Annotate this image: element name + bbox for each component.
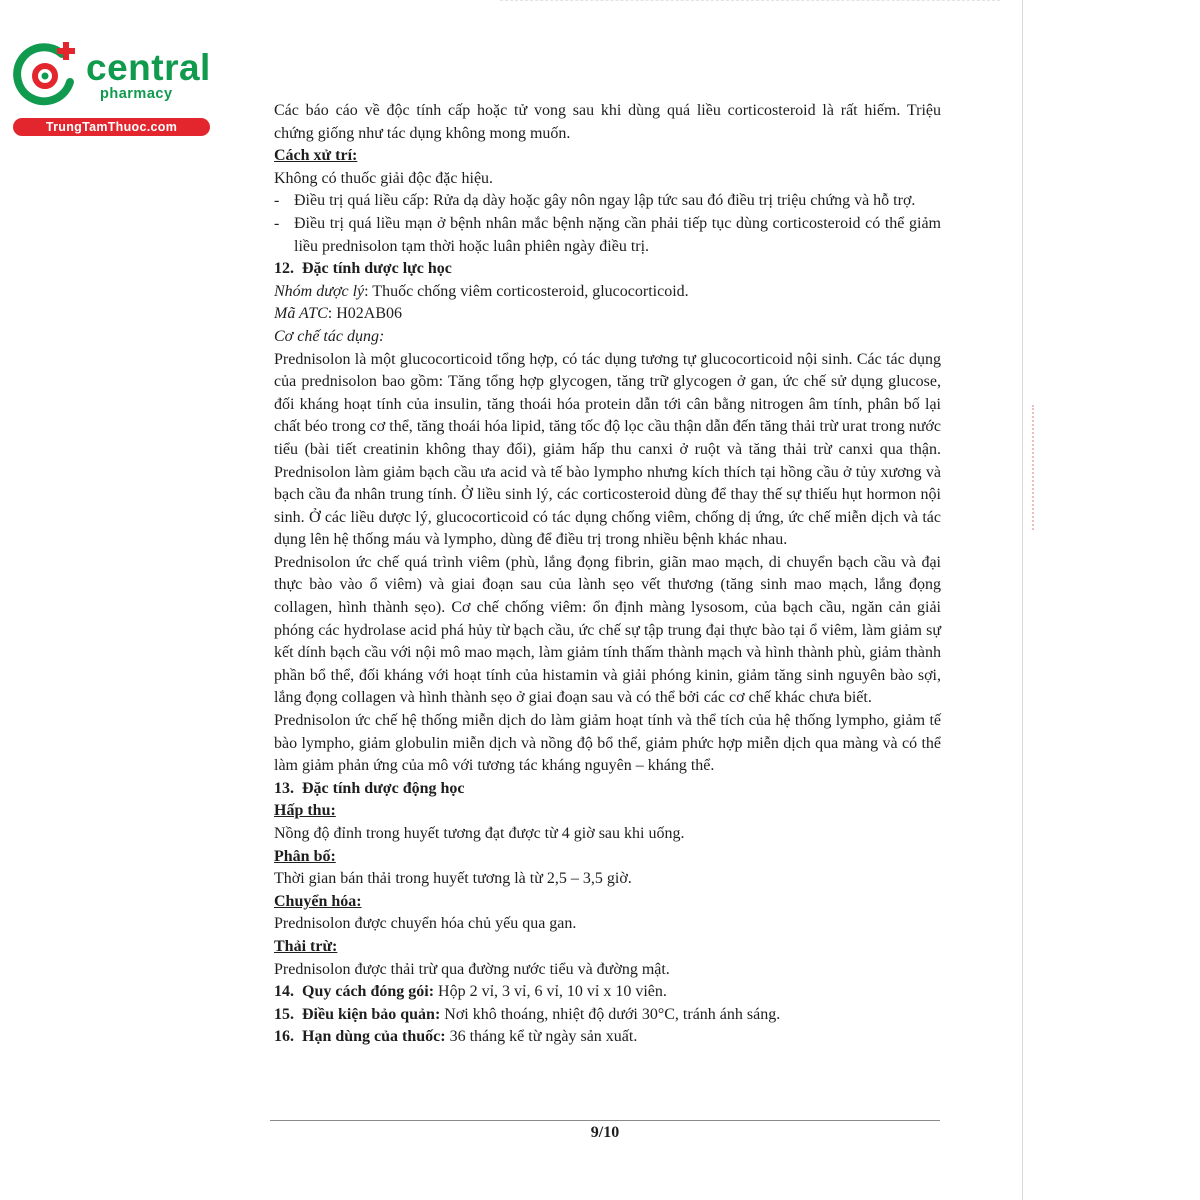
pharmacy-cross-icon — [10, 40, 80, 110]
metabolism-text: Prednisolon được chuyển hóa chủ yếu qua gan. — [274, 915, 577, 933]
absorption-text: Nồng độ đỉnh trong huyết tương đạt được từ 4 giờ sau khi uống. — [274, 825, 685, 842]
management-heading: Cách xử trí: — [274, 147, 358, 165]
elimination-text: Prednisolon được thải trừ qua đường nước tiểu và đường mật. — [274, 960, 670, 978]
website-badge[interactable]: TrungTamThuoc.com — [13, 118, 210, 136]
page-edge-line — [1022, 0, 1023, 1200]
footer-rule — [270, 1120, 940, 1121]
page-number: 9/10 — [590, 1124, 620, 1141]
document-body — [274, 100, 941, 1049]
brand-subtitle: pharmacy — [100, 86, 173, 102]
scan-top-marks — [500, 0, 1000, 3]
absorption-heading: Hấp thu: — [274, 802, 336, 820]
central-pharmacy-logo[interactable] — [10, 38, 215, 138]
partial-stamp-mark — [1018, 405, 1034, 530]
pharmacological-group: Nhóm dược lý: Thuốc chống viêm corticosteroid, glucocorticoid. — [274, 282, 689, 300]
mechanism-paragraph-1: Prednisolon là một glucocorticoid tổng hợp, có tác dụng tương tự glucocorticoid nội sinh. Các tác dụng của prednisolon bao gồm: Tăng tổng hợp glycogen, tăng trữ glycogen ở gan, ức chế sử dụng glucose, đối kháng hoạt tính của insulin, tăng thoái hóa protein dẫn tới cân bằng nitrogen âm tính, phân bố lại chất béo trong cơ thể, tăng thoái hóa lipid, tăng tốc độ lọc cầu thận dẫn đến tăng thải trừ urat trong nước tiểu (bài tiết creatinin không thay đổi), giảm hấp thu canxi ở ruột và tăng thải trừ canxi qua thận. Prednisolon làm giảm bạch cầu ưa acid và tế bào lympho nhưng kích thích tại hồng cầu ở tủy xương và bạch cầu đa nhân trung tính. Ở liều sinh lý, các corticosteroid dùng để thay thế sự thiếu hụt hormon nội sinh. Ở các liều dược lý, glucocorticoid có tác dụng chống viêm, chống dị ứng, ức chế miễn dịch và tác dụng lên hệ thống máu và lympho, dùng để điều trị trong nhiều bệnh khác nhau. — [274, 350, 941, 549]
atc-code: Mã ATC: H02AB06 — [274, 305, 403, 323]
overdose-bullet-acute: - Điều trị quá liều cấp: Rửa dạ dày hoặc gây nôn ngay lập tức sau đó điều trị triệu chứng và hỗ trợ. — [274, 192, 916, 210]
metabolism-heading: Chuyển hóa: — [274, 892, 362, 910]
overdose-bullet-chronic: - Điều trị quá liều mạn ở bệnh nhân mắc bệnh nặng cần phải tiếp tục dùng corticosteroid có thể giảm liều prednisolon tạm thời hoặc luân phiên ngày điều trị. — [274, 214, 941, 255]
brand-name: central — [86, 47, 211, 88]
distribution-heading: Phân bố: — [274, 847, 336, 865]
elimination-heading: Thải trừ: — [274, 937, 338, 955]
mechanism-label: Cơ chế tác dụng: — [274, 327, 385, 345]
mechanism-paragraph-3: Prednisolon ức chế hệ thống miễn dịch do làm giảm hoạt tính và thể tích của hệ thống lympho, giảm tế bào lympho, giảm globulin miễn dịch và nồng độ bổ thể, giảm phức hợp miễn dịch qua màng và có thể làm giảm phản ứng của mô với tương tác kháng nguyên – kháng thể. — [274, 712, 941, 775]
no-antidote-text: Không có thuốc giải độc đặc hiệu. — [274, 169, 494, 187]
mechanism-paragraph-2: Prednisolon ức chế quá trình viêm (phù, lắng đọng fibrin, giãn mao mạch, di chuyển bạch cầu và đại thực bào vào ổ viêm) và giai đoạn sau của lành sẹo vết thương (tăng sinh mao mạch, lắng đọng collagen, hình thành sẹo). Cơ chế chống viêm: ổn định màng lysosom, của bạch cầu, ngăn cản giải phóng các hydrolase acid phá hủy từ bạch cầu, ức chế sự tập trung đại thực bào tại ổ viêm, làm giảm sự kết dính bạch cầu với nội mô mao mạch, làm giảm tính thấm thành mạch và hình thành phù, giảm thành phần bổ thể, đối kháng với hoạt tính của histamin và giải phóng kinin, giảm tăng sinh nguyên bào sợi, lắng đọng collagen và hình thành sẹo ở giai đoạn sau và có thể bởi các cơ chế khác chưa biết. — [274, 553, 941, 707]
section-12-heading: 12. Đặc tính dược lực học — [274, 260, 452, 278]
overdose-intro-line2: chứng giống như tác dụng không mong muốn. — [274, 124, 571, 142]
overdose-intro-line1: Các báo cáo về độc tính cấp hoặc tử vong sau khi dùng quá liều corticosteroid là rất hiếm. Triệu — [274, 102, 941, 119]
section-16-shelf-life: 16. Hạn dùng của thuốc: 36 tháng kể từ ngày sản xuất. — [274, 1028, 638, 1046]
section-14-packaging: 14. Quy cách đóng gói: Hộp 2 vỉ, 3 vỉ, 6 vỉ, 10 vỉ x 10 viên. — [274, 983, 667, 1001]
section-15-storage: 15. Điều kiện bảo quản: Nơi khô thoáng, nhiệt độ dưới 30°C, tránh ánh sáng. — [274, 1005, 781, 1023]
section-13-heading: 13. Đặc tính dược động học — [274, 779, 465, 797]
distribution-text: Thời gian bán thải trong huyết tương là từ 2,5 – 3,5 giờ. — [274, 870, 632, 888]
